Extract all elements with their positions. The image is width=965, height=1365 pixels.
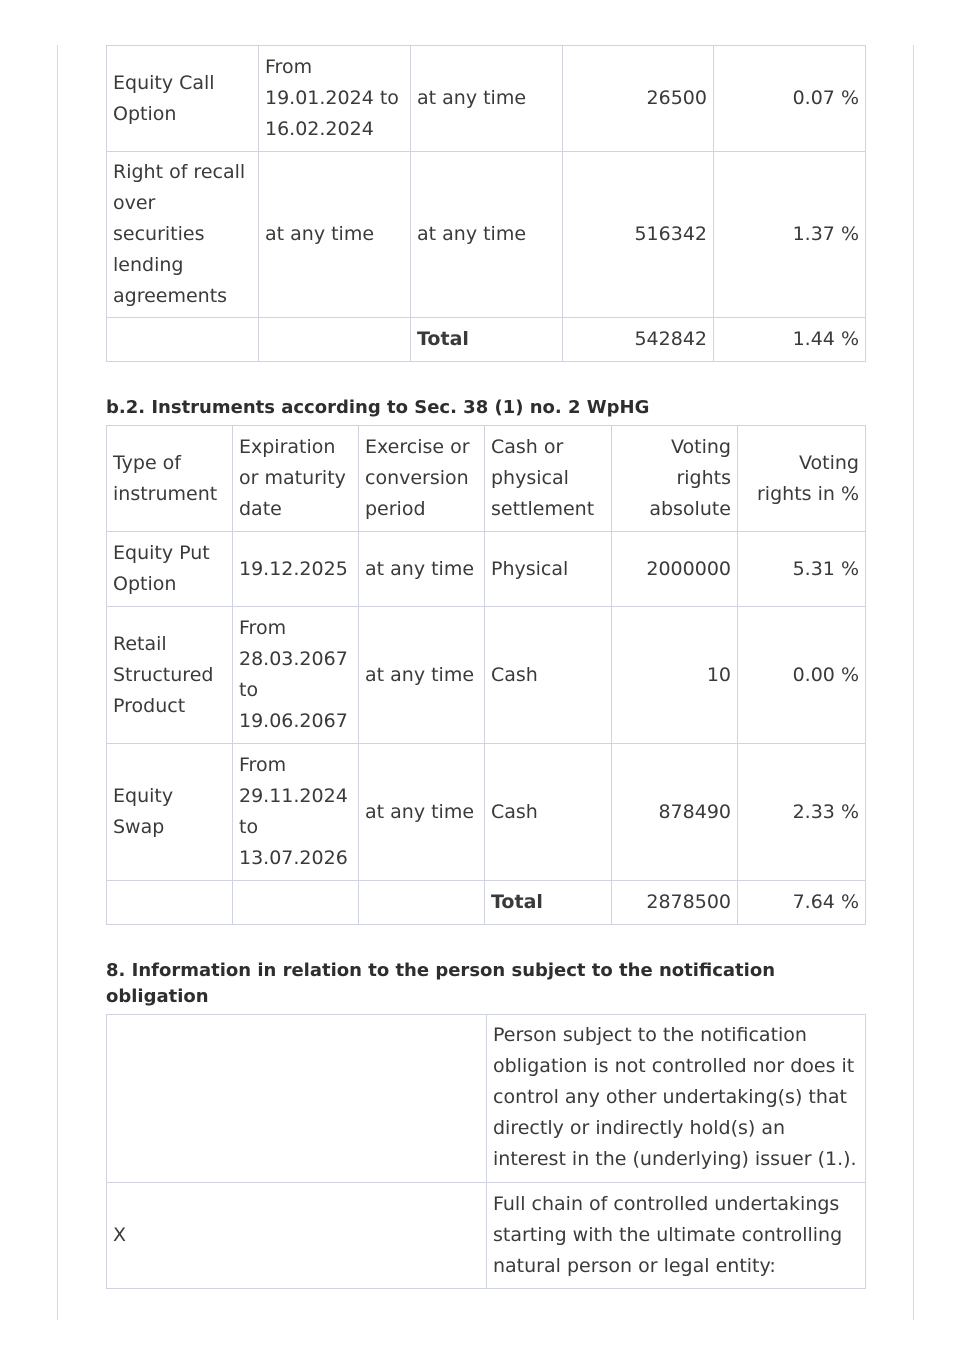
table-row (107, 46, 866, 152)
voting-rights-absolute-cell: 516342 (563, 152, 714, 318)
instrument-type-cell: Retail Structured Product (107, 607, 233, 744)
header-settlement: Cash or physical settlement (485, 426, 612, 532)
option-description-cell: Full chain of controlled undertakings starting with the ultimate controlling natural person or legal entity: (487, 1183, 866, 1289)
exercise-period-cell: at any time (411, 46, 563, 152)
empty-cell (259, 318, 411, 362)
expiration-date-cell: From 29.11.2024 to 13.07.2026 (233, 744, 359, 881)
settlement-cell: Physical (485, 532, 612, 607)
selection-mark-cell: X (107, 1183, 487, 1289)
total-row (107, 318, 866, 362)
expiration-date-cell: 19.12.2025 (233, 532, 359, 607)
header-type-of-instrument: Type of instrument (107, 426, 233, 532)
voting-rights-percent-cell: 0.07 % (714, 46, 866, 152)
document-content (106, 45, 865, 1289)
exercise-period-cell: at any time (359, 532, 485, 607)
header-expiration-date: Expiration or maturity date (233, 426, 359, 532)
total-label: Total (411, 318, 563, 362)
instrument-type-cell: Right of recall over securities lending agreements (107, 152, 259, 318)
table-row (107, 152, 866, 318)
table-row (107, 1015, 866, 1183)
voting-rights-absolute-cell: 878490 (612, 744, 738, 881)
exercise-period-cell: at any time (411, 152, 563, 318)
header-exercise-period: Exercise or conversion period (359, 426, 485, 532)
total-row (107, 881, 866, 925)
table-row (107, 744, 866, 881)
empty-cell (107, 881, 233, 925)
table-row (107, 1183, 866, 1289)
total-absolute: 542842 (563, 318, 714, 362)
section-b2-heading: b.2. Instruments according to Sec. 38 (1) no. 2 WpHG (106, 397, 650, 418)
instrument-type-cell: Equity Put Option (107, 532, 233, 607)
total-percent: 7.64 % (738, 881, 866, 925)
expiration-date-cell: at any time (259, 152, 411, 318)
total-label: Total (485, 881, 612, 925)
table-row (107, 532, 866, 607)
exercise-period-cell: at any time (359, 744, 485, 881)
empty-cell (359, 881, 485, 925)
instruments-b1-table-continued (106, 45, 866, 362)
settlement-cell: Cash (485, 607, 612, 744)
selection-mark-cell (107, 1015, 487, 1183)
empty-cell (107, 318, 259, 362)
empty-cell (233, 881, 359, 925)
voting-rights-absolute-cell: 26500 (563, 46, 714, 152)
instrument-type-cell: Equity Call Option (107, 46, 259, 152)
voting-rights-percent-cell: 1.37 % (714, 152, 866, 318)
voting-rights-absolute-cell: 2000000 (612, 532, 738, 607)
notification-person-table (106, 1014, 866, 1289)
header-voting-rights-percent: Voting rights in % (738, 426, 866, 532)
expiration-date-cell: From 28.03.2067 to 19.06.2067 (233, 607, 359, 744)
exercise-period-cell: at any time (359, 607, 485, 744)
total-absolute: 2878500 (612, 881, 738, 925)
table-header-row (107, 426, 866, 532)
voting-rights-absolute-cell: 10 (612, 607, 738, 744)
instrument-type-cell: Equity Swap (107, 744, 233, 881)
settlement-cell: Cash (485, 744, 612, 881)
option-description-cell: Person subject to the notification obligation is not controlled nor does it control any other undertaking(s) that directly or indirectly hold(s) an interest in the (underlying) issuer (1.). (487, 1015, 866, 1183)
section-8-heading: 8. Information in relation to the person subject to the notification obligation (106, 960, 776, 1007)
voting-rights-percent-cell: 2.33 % (738, 744, 866, 881)
instruments-b2-table (106, 425, 866, 925)
page-border-right (913, 45, 914, 1320)
voting-rights-percent-cell: 5.31 % (738, 532, 866, 607)
page-border-left (57, 45, 58, 1320)
expiration-date-cell: From 19.01.2024 to 16.02.2024 (259, 46, 411, 152)
total-percent: 1.44 % (714, 318, 866, 362)
header-voting-rights-absolute: Voting rights absolute (612, 426, 738, 532)
table-row (107, 607, 866, 744)
voting-rights-percent-cell: 0.00 % (738, 607, 866, 744)
